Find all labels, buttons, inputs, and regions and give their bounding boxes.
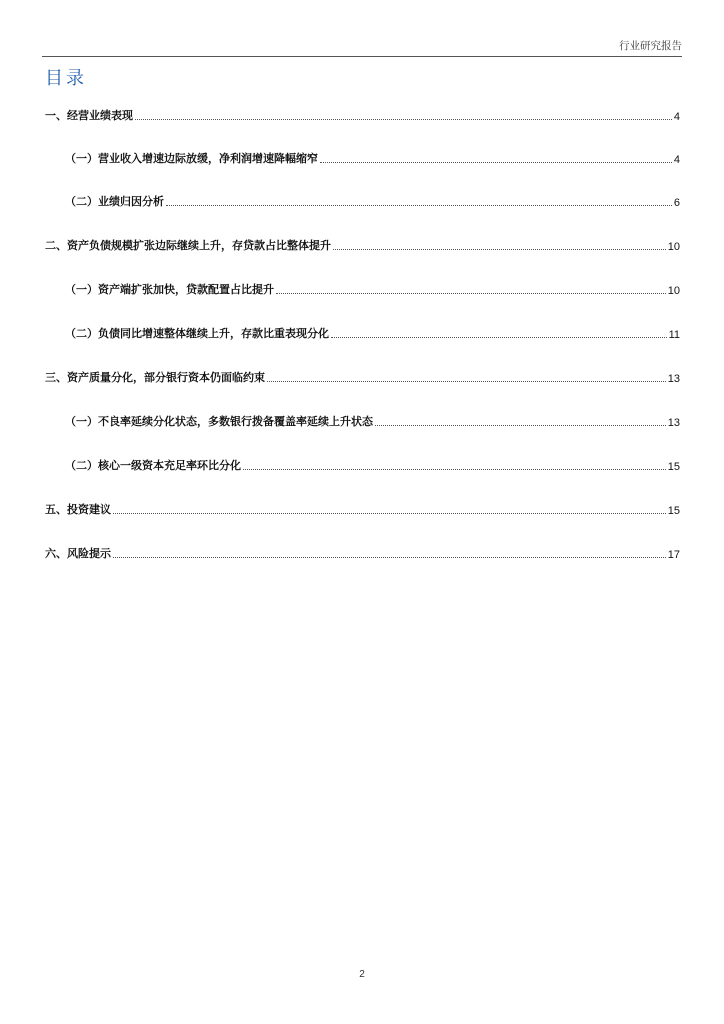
- toc-entry-page: 15: [667, 461, 680, 473]
- page-number: 2: [359, 969, 365, 980]
- toc-entry-text: 二、资产负债规模扩张边际继续上升，存贷款占比整体提升: [45, 239, 331, 252]
- toc-leader-dots: [166, 205, 672, 206]
- toc-entry-page: 10: [667, 285, 680, 297]
- toc-leader-dots: [331, 337, 667, 338]
- toc-entry-3[interactable]: [45, 369, 680, 385]
- report-type-label: 行业研究报告: [619, 40, 682, 52]
- toc-entry-page: 17: [667, 549, 680, 561]
- toc-entry-text: （二）负债同比增速整体继续上升，存款比重表现分化: [65, 327, 329, 340]
- toc-leader-dots: [333, 249, 666, 250]
- toc-leader-dots: [243, 469, 666, 470]
- toc-leader-dots: [135, 119, 672, 120]
- toc-entry-text: （二）核心一级资本充足率环比分化: [65, 459, 241, 472]
- toc-entry-page: 10: [667, 241, 680, 253]
- toc-entry-page: 13: [667, 417, 680, 429]
- toc-entry-page: 13: [667, 373, 680, 385]
- toc-entry-text: （一）营业收入增速边际放缓，净利润增速降幅缩窄: [65, 152, 318, 165]
- toc-entry-page: 11: [668, 329, 680, 341]
- toc-entry-text: 五、投资建议: [45, 503, 111, 516]
- toc-entry-page: 4: [673, 154, 680, 166]
- toc-leader-dots: [267, 381, 666, 382]
- toc-leader-dots: [113, 557, 666, 558]
- toc-entry-text: 一、经营业绩表现: [45, 109, 133, 122]
- toc-entry-2-1[interactable]: [65, 281, 680, 297]
- toc-leader-dots: [113, 513, 666, 514]
- toc-entry-3-1[interactable]: [65, 413, 680, 429]
- toc-entry-text: 六、风险提示: [45, 547, 111, 560]
- toc-leader-dots: [320, 162, 672, 163]
- toc-entry-page: 6: [673, 197, 680, 209]
- toc-heading: 目录: [45, 68, 87, 89]
- toc-entry-6[interactable]: [45, 545, 680, 561]
- table-of-contents: [45, 0, 680, 1024]
- toc-entry-2-2[interactable]: [65, 325, 680, 341]
- toc-entry-text: 三、资产质量分化，部分银行资本仍面临约束: [45, 371, 265, 384]
- toc-entry-3-2[interactable]: [65, 457, 680, 473]
- toc-entry-1[interactable]: [45, 107, 680, 123]
- toc-entry-1-1[interactable]: [65, 150, 680, 166]
- toc-entry-2[interactable]: [45, 237, 680, 253]
- toc-entry-text: （二）业绩归因分析: [65, 195, 164, 208]
- toc-entry-5[interactable]: [45, 501, 680, 517]
- toc-entry-text: （一）资产端扩张加快，贷款配置占比提升: [65, 283, 274, 296]
- toc-entry-page: 15: [667, 505, 680, 517]
- toc-entry-1-2[interactable]: [65, 193, 680, 209]
- toc-leader-dots: [276, 293, 666, 294]
- toc-leader-dots: [375, 425, 666, 426]
- toc-entry-text: （一）不良率延续分化状态，多数银行拨备覆盖率延续上升状态: [65, 415, 373, 428]
- toc-entry-page: 4: [673, 111, 680, 123]
